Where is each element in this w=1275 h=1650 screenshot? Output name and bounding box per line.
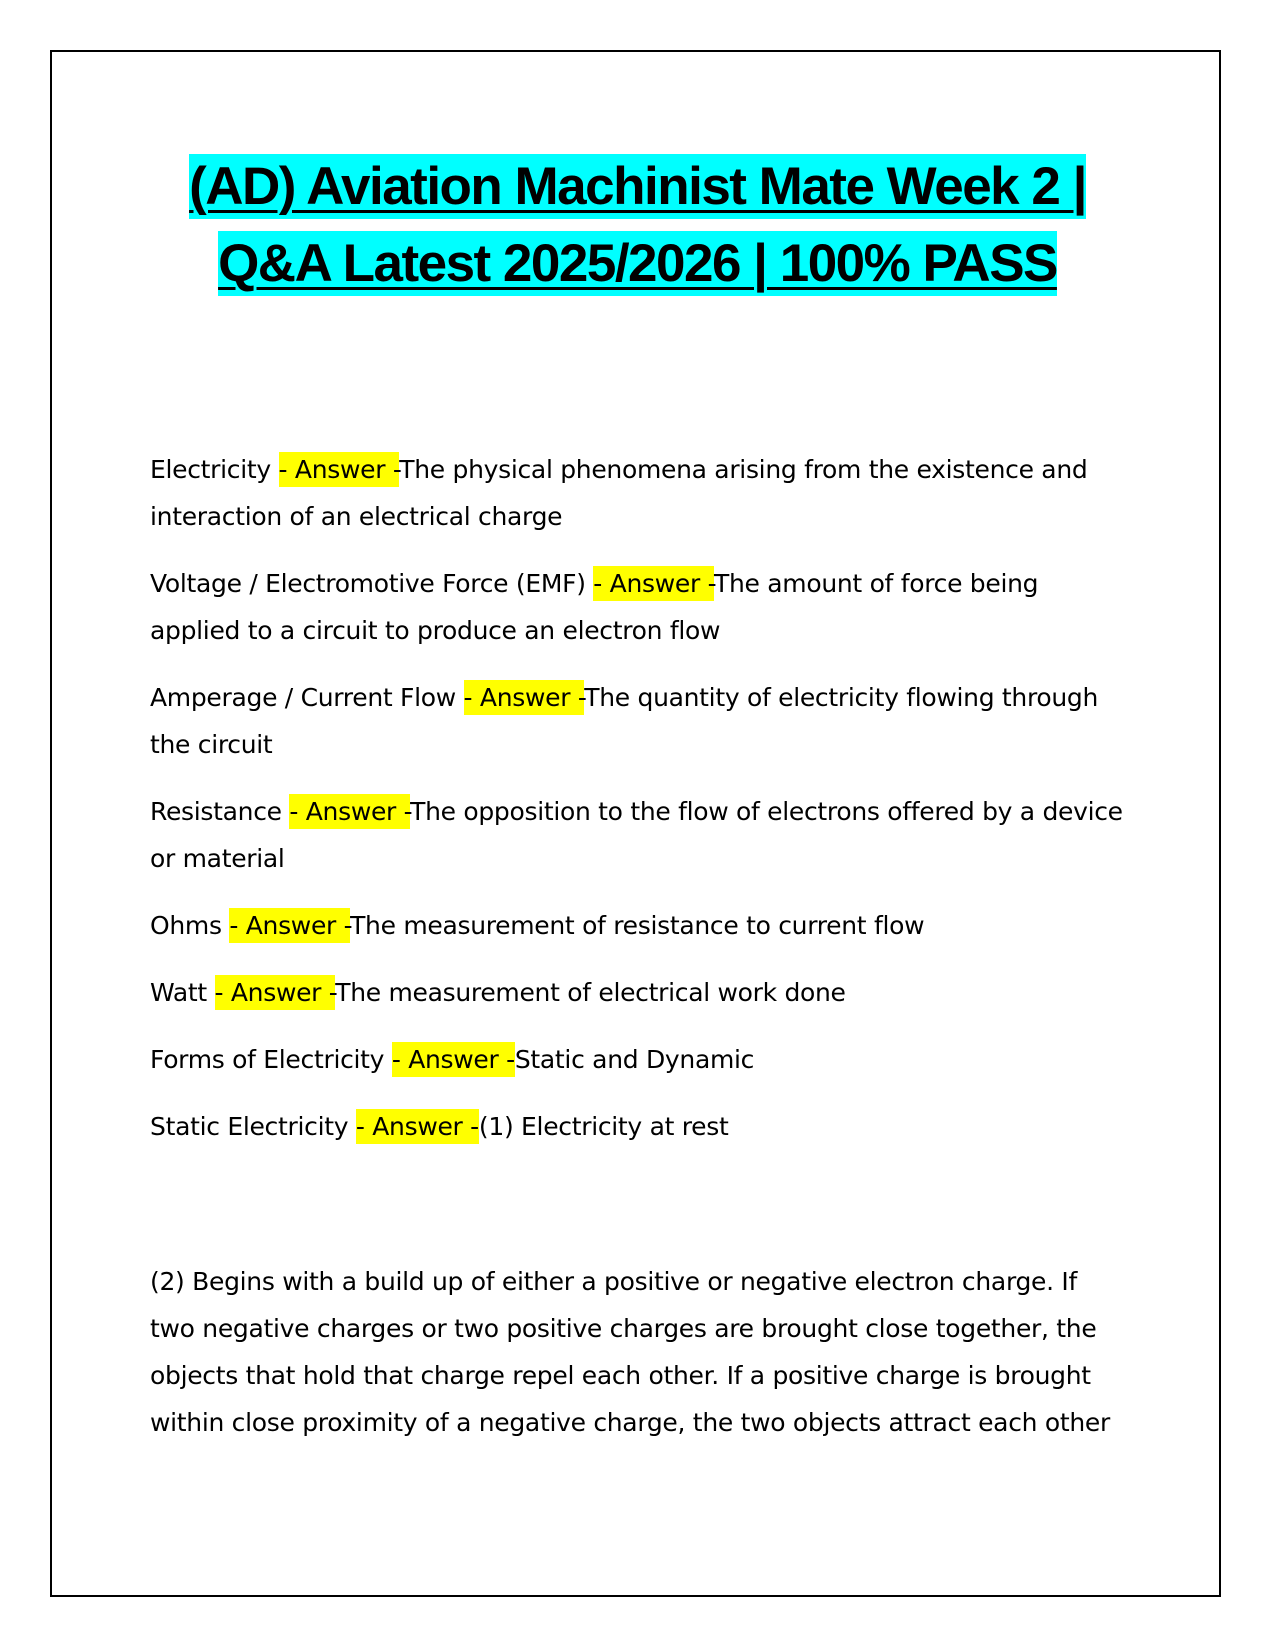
- qa-term: Static Electricity: [150, 1112, 356, 1141]
- answer-marker: - Answer -: [215, 975, 336, 1010]
- answer-marker: - Answer -: [279, 452, 400, 487]
- qa-term: Ohms: [150, 911, 230, 940]
- qa-definition: The amount of force being applied to a circuit to produce an electron flow: [150, 569, 1039, 645]
- qa-item-amperage: [150, 674, 1125, 768]
- qa-definition: The measurement of electrical work done: [335, 978, 846, 1007]
- qa-term: Voltage / Electromotive Force (EMF): [150, 569, 594, 598]
- qa-definition: The measurement of resistance to current flow: [350, 911, 925, 940]
- qa-content: [150, 446, 1125, 1446]
- answer-marker: - Answer -: [289, 794, 410, 829]
- qa-term: Watt: [150, 978, 215, 1007]
- qa-definition: The physical phenomena arising from the existence and interaction of an electrical charge: [150, 455, 1088, 531]
- qa-item-electricity: [150, 446, 1125, 540]
- paragraph-gap: [150, 1170, 1125, 1258]
- qa-definition: (1) Electricity at rest: [478, 1112, 729, 1141]
- answer-marker: - Answer -: [464, 680, 585, 715]
- answer-marker: - Answer -: [593, 566, 714, 601]
- qa-item-forms-of-electricity: [150, 1036, 1125, 1083]
- qa-definition: The quantity of electricity flowing through the circuit: [150, 683, 1099, 759]
- qa-item-voltage: [150, 560, 1125, 654]
- qa-item-watt: [150, 969, 1125, 1016]
- qa-item-ohms: [150, 902, 1125, 949]
- qa-item-static-electricity: [150, 1103, 1125, 1150]
- qa-definition: The opposition to the flow of electrons offered by a device or material: [150, 797, 1123, 873]
- qa-item-resistance: [150, 788, 1125, 882]
- answer-marker: - Answer -: [392, 1042, 515, 1077]
- document-title: [150, 148, 1125, 302]
- answer-marker: - Answer -: [229, 908, 350, 943]
- qa-term: Electricity: [150, 455, 279, 484]
- title-text: (AD) Aviation Machinist Mate Week 2 | Q&A Latest 2025/2026 | 100% PASS: [189, 154, 1086, 296]
- qa-definition: Static and Dynamic: [514, 1045, 755, 1074]
- qa-term: Resistance: [150, 797, 290, 826]
- static-electricity-continuation: (2) Begins with a build up of either a positive or negative electron charge. If two negative charges or two positive charges are brought close together, the objects that hold that charge repel each other. If a positive charge is brought within close proximity of a negative charge, the two objects attract each other: [150, 1267, 1110, 1437]
- qa-term: Amperage / Current Flow: [150, 683, 464, 712]
- answer-marker: - Answer -: [356, 1109, 479, 1144]
- qa-term: Forms of Electricity: [150, 1045, 392, 1074]
